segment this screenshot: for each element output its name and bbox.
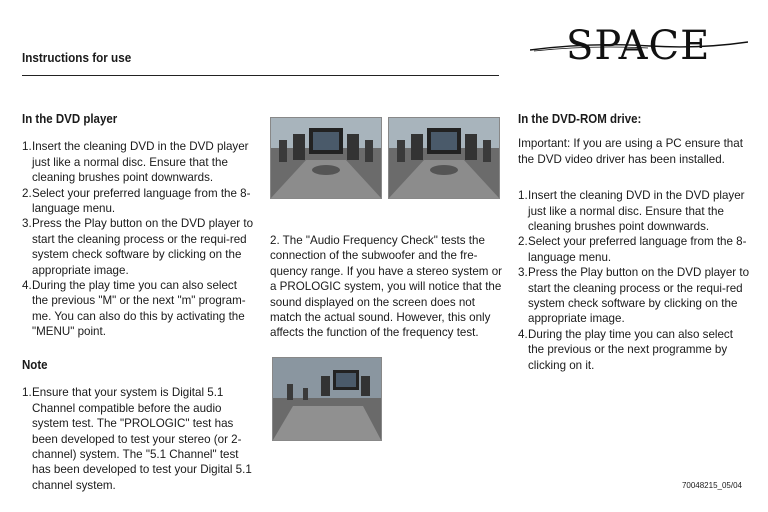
dvd-rom-important-note: Important: If you are using a PC ensure that the DVD video driver has been installed. xyxy=(518,137,743,166)
dvd-player-steps xyxy=(22,139,254,339)
room-scene-image xyxy=(271,118,381,198)
header-divider xyxy=(22,75,499,76)
list-item: 3. Press the Play button on the DVD player to start the cleaning process or the requi-red system check software by clicking on the appropriate image. xyxy=(518,266,750,326)
note-heading: Note xyxy=(22,358,48,372)
dvd-player-heading: In the DVD player xyxy=(22,112,118,126)
frequency-check-paragraph: 2. The "Audio Frequency Check" tests the connection of the subwoofer and the fre-quency range. If you have a stereo system or a PROLOGIC system, you will notice that the sound displayed on the screen does not match the actual sound. However, this only affects the function of the frequency test. xyxy=(270,234,502,340)
frequency-test-screenshot xyxy=(272,357,382,441)
document-code: 70048215_05/04 xyxy=(681,481,742,490)
list-item: 2. Select your preferred language from the 8-language menu. xyxy=(22,186,251,216)
room-scene-image xyxy=(273,358,381,440)
dvd-rom-heading: In the DVD-ROM drive: xyxy=(518,112,642,126)
list-item: 4. During the play time you can also select the previous "M" or the next "m" program-me. You can also do this by activating the "MENU" point. xyxy=(22,279,246,339)
note-steps xyxy=(22,385,254,493)
brand-logo xyxy=(530,24,748,76)
audio-test-screenshot-left xyxy=(270,117,382,199)
list-item: 4. During the play time you can also select the previous or the next programme by clicking on it. xyxy=(518,327,733,372)
audio-test-screenshot-right xyxy=(388,117,500,199)
dvd-rom-steps xyxy=(518,188,750,373)
room-scene-image xyxy=(389,118,499,198)
list-item: 1. Ensure that your system is Digital 5.1 Channel compatible before the audio system test. The "PROLOGIC" test has been developed to test your stereo (or 2-channel) system. The "5.1 Channel" test has been developed to test your Digital 5.1 channel system. xyxy=(22,386,252,492)
page-title: Instructions for use xyxy=(22,50,132,65)
list-item: 1. Insert the cleaning DVD in the DVD player just like a normal disc. Ensure that the cleaning brushes point downwards. xyxy=(22,140,249,185)
dvd-player-section xyxy=(22,112,254,340)
dvd-rom-section xyxy=(518,112,750,373)
note-section xyxy=(22,358,254,493)
list-item: 3. Press the Play button on the DVD player to start the cleaning process or the requi-red system check software by clicking on the appropriate image. xyxy=(22,217,254,277)
list-item: 2. Select your preferred language from the 8-language menu. xyxy=(518,235,747,264)
brand-name: SPACE xyxy=(566,23,711,69)
list-item: 1. Insert the cleaning DVD in the DVD player just like a normal disc. Ensure that the cleaning brushes point downwards. xyxy=(518,189,745,234)
